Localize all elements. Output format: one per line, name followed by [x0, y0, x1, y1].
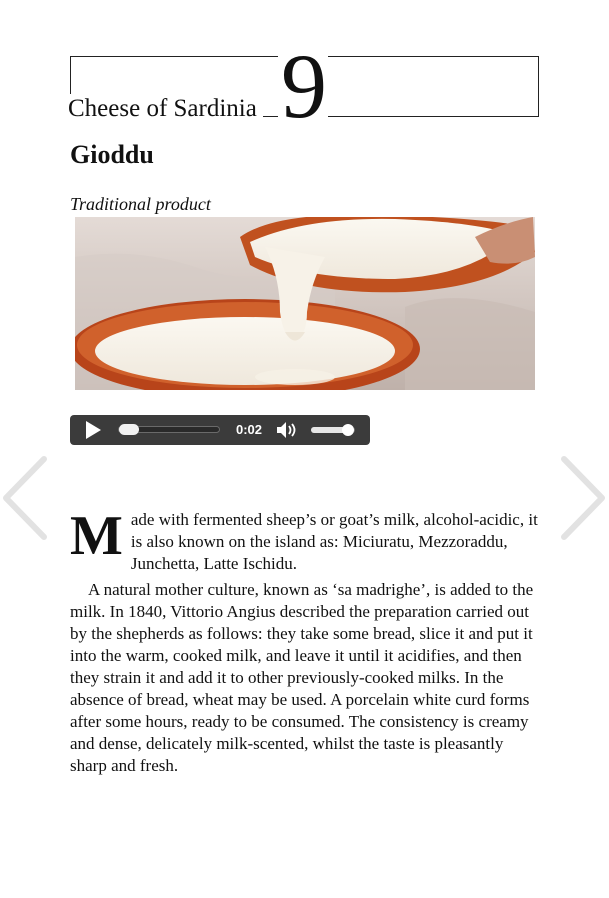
audio-progress-bar[interactable]: [118, 426, 220, 433]
previous-page-button[interactable]: [0, 455, 48, 541]
paragraph-intro-text: ade with fermented sheep’s or goat’s milk, alcohol-acidic, it is also known on the island as: Miciuratu, Mezzoraddu, Junchetta, Latte Ischidu.: [130, 510, 538, 573]
volume-slider[interactable]: [311, 427, 355, 433]
audio-current-time: 0:02: [236, 422, 263, 437]
next-page-button[interactable]: [560, 455, 608, 541]
audio-player: [70, 415, 370, 445]
paragraph-intro: [70, 505, 538, 575]
audio-progress-handle[interactable]: [119, 424, 139, 435]
drop-cap: M: [70, 505, 123, 567]
chevron-left-icon: [0, 455, 48, 541]
play-button[interactable]: [84, 421, 102, 439]
article-body: [70, 505, 538, 777]
chapter-number: 9: [281, 35, 327, 137]
chevron-right-icon: [560, 455, 608, 541]
cheese-photo-illustration: [75, 217, 535, 390]
play-icon: [84, 421, 102, 439]
volume-handle[interactable]: [342, 424, 354, 436]
volume-button[interactable]: [276, 421, 300, 439]
page-title: Gioddu: [70, 140, 154, 169]
paragraph-preparation: A natural mother culture, known as ‘sa madrighe’, is added to the milk. In 1840, Vittorio Angius described the preparation carried out by the shepherds as follows: they take some bread, slice it and put it into the warm, cooked milk, and leave it until it acidifies, and then they strain it and add it to other previously-cooked milks. In the absence of bread, wheat may be used. A porcelain white curd forms after some hours, ready to be consumed. The consistency is creamy and dense, delicately milk-scented, whilst the taste is pleasantly sharp and fresh.: [70, 580, 534, 775]
page-subtitle: Traditional product: [70, 194, 211, 214]
cheese-photo: [75, 217, 535, 390]
book-title: Cheese of Sardinia: [68, 94, 263, 124]
speaker-icon: [276, 421, 300, 439]
